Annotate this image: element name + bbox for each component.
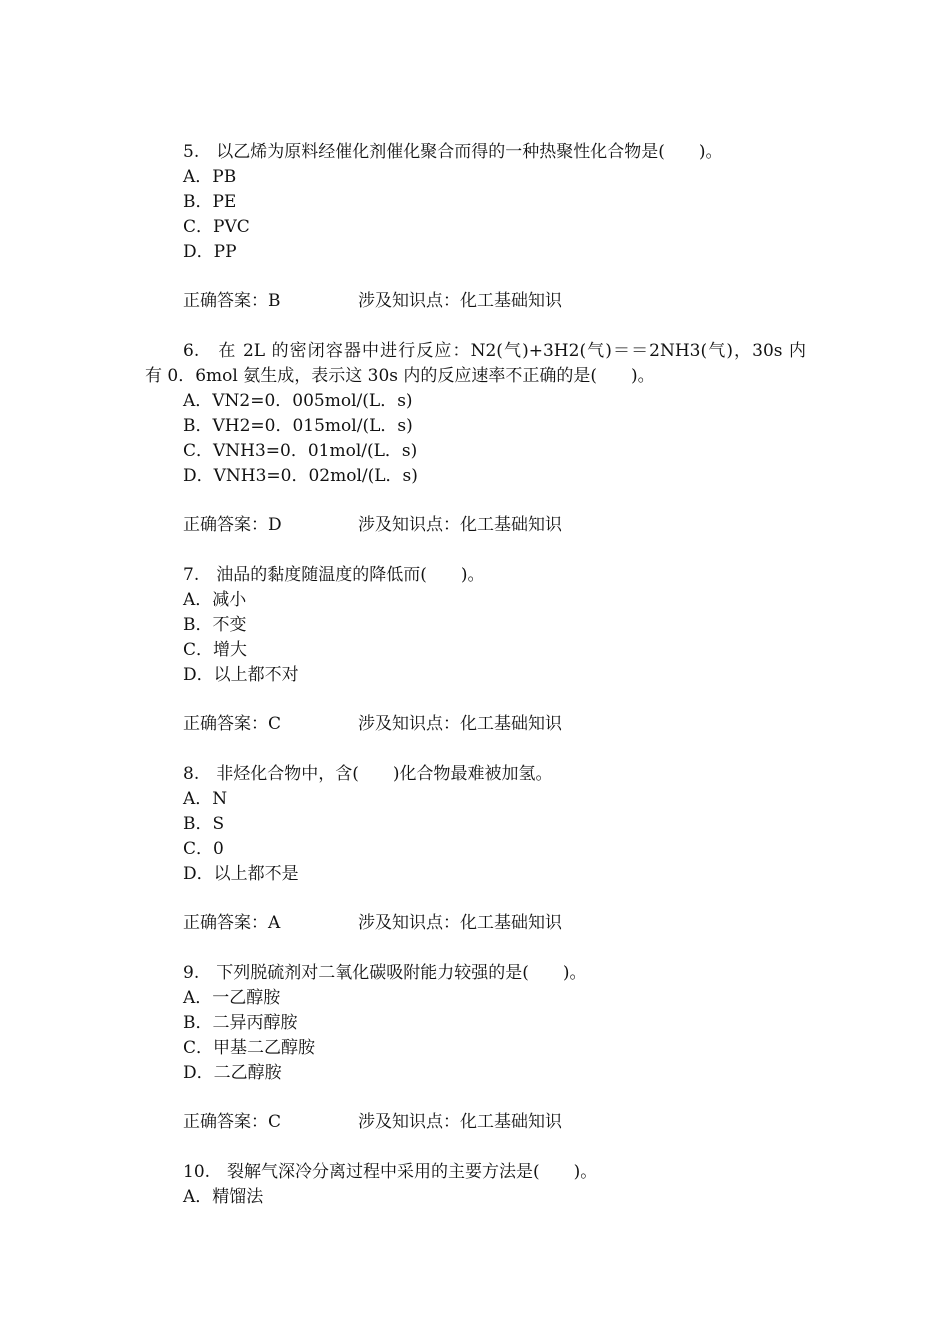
question-5-option-b: B．PE	[183, 192, 237, 212]
question-9-stem: 9. 下列脱硫剂对二氧化碳吸附能力较强的是( )。	[183, 963, 587, 983]
question-5-option-d: D．PP	[183, 242, 237, 262]
question-8-option-a: A．N	[183, 789, 228, 809]
question-8-option-d: D．以上都不是	[183, 864, 299, 884]
question-6-stem-line-2: 有 0．6mol 氨生成，表示这 30s 内的反应速率不正确的是( )。	[145, 366, 655, 386]
question-6-answer: 正确答案：D	[183, 515, 282, 535]
question-9-knowledge-point: 涉及知识点：化工基础知识	[358, 1112, 562, 1132]
question-10-option-a: A．精馏法	[183, 1187, 264, 1207]
question-6-option-d: D．VNH3=0．02mol/(L．s)	[183, 466, 418, 486]
question-9-answer: 正确答案：C	[183, 1112, 282, 1132]
question-6-option-b: B．VH2=0．015mol/(L．s)	[183, 416, 413, 436]
question-7-option-a: A．减小	[183, 590, 247, 610]
question-6-stem-line-1: 6. 在 2L 的密闭容器中进行反应：N2(气)+3H2(气)＝＝2NH3(气)，30s 内	[183, 341, 806, 361]
question-5-option-c: C．PVC	[183, 217, 250, 237]
question-8-option-b: B．S	[183, 814, 225, 834]
question-10-stem: 10. 裂解气深冷分离过程中采用的主要方法是( )。	[183, 1162, 598, 1182]
question-6-option-c: C．VNH3=0．01mol/(L．s)	[183, 441, 418, 461]
question-5-knowledge-point: 涉及知识点：化工基础知识	[358, 291, 562, 311]
question-8-option-c: C．0	[183, 839, 224, 859]
question-5-answer: 正确答案：B	[183, 291, 281, 311]
question-6-knowledge-point: 涉及知识点：化工基础知识	[358, 515, 562, 535]
question-7-option-c: C．增大	[183, 640, 248, 660]
question-9-option-d: D．二乙醇胺	[183, 1063, 282, 1083]
question-7-knowledge-point: 涉及知识点：化工基础知识	[358, 714, 562, 734]
question-8-answer: 正确答案：A	[183, 913, 281, 933]
question-7-stem: 7. 油品的黏度随温度的降低而( )。	[183, 565, 485, 585]
question-8-knowledge-point: 涉及知识点：化工基础知识	[358, 913, 562, 933]
question-5-stem: 5. 以乙烯为原料经催化剂催化聚合而得的一种热聚性化合物是( )。	[183, 142, 723, 162]
question-7-option-b: B．不变	[183, 615, 247, 635]
question-8-stem: 8. 非烃化合物中，含( )化合物最难被加氢。	[183, 764, 553, 784]
question-7-answer: 正确答案：C	[183, 714, 282, 734]
question-5-option-a: A．PB	[183, 167, 237, 187]
question-7-option-d: D．以上都不对	[183, 665, 299, 685]
question-9-option-b: B．二异丙醇胺	[183, 1013, 298, 1033]
question-9-option-c: C．甲基二乙醇胺	[183, 1038, 316, 1058]
question-9-option-a: A．一乙醇胺	[183, 988, 281, 1008]
question-6-option-a: A．VN2=0．005mol/(L．s)	[183, 391, 413, 411]
